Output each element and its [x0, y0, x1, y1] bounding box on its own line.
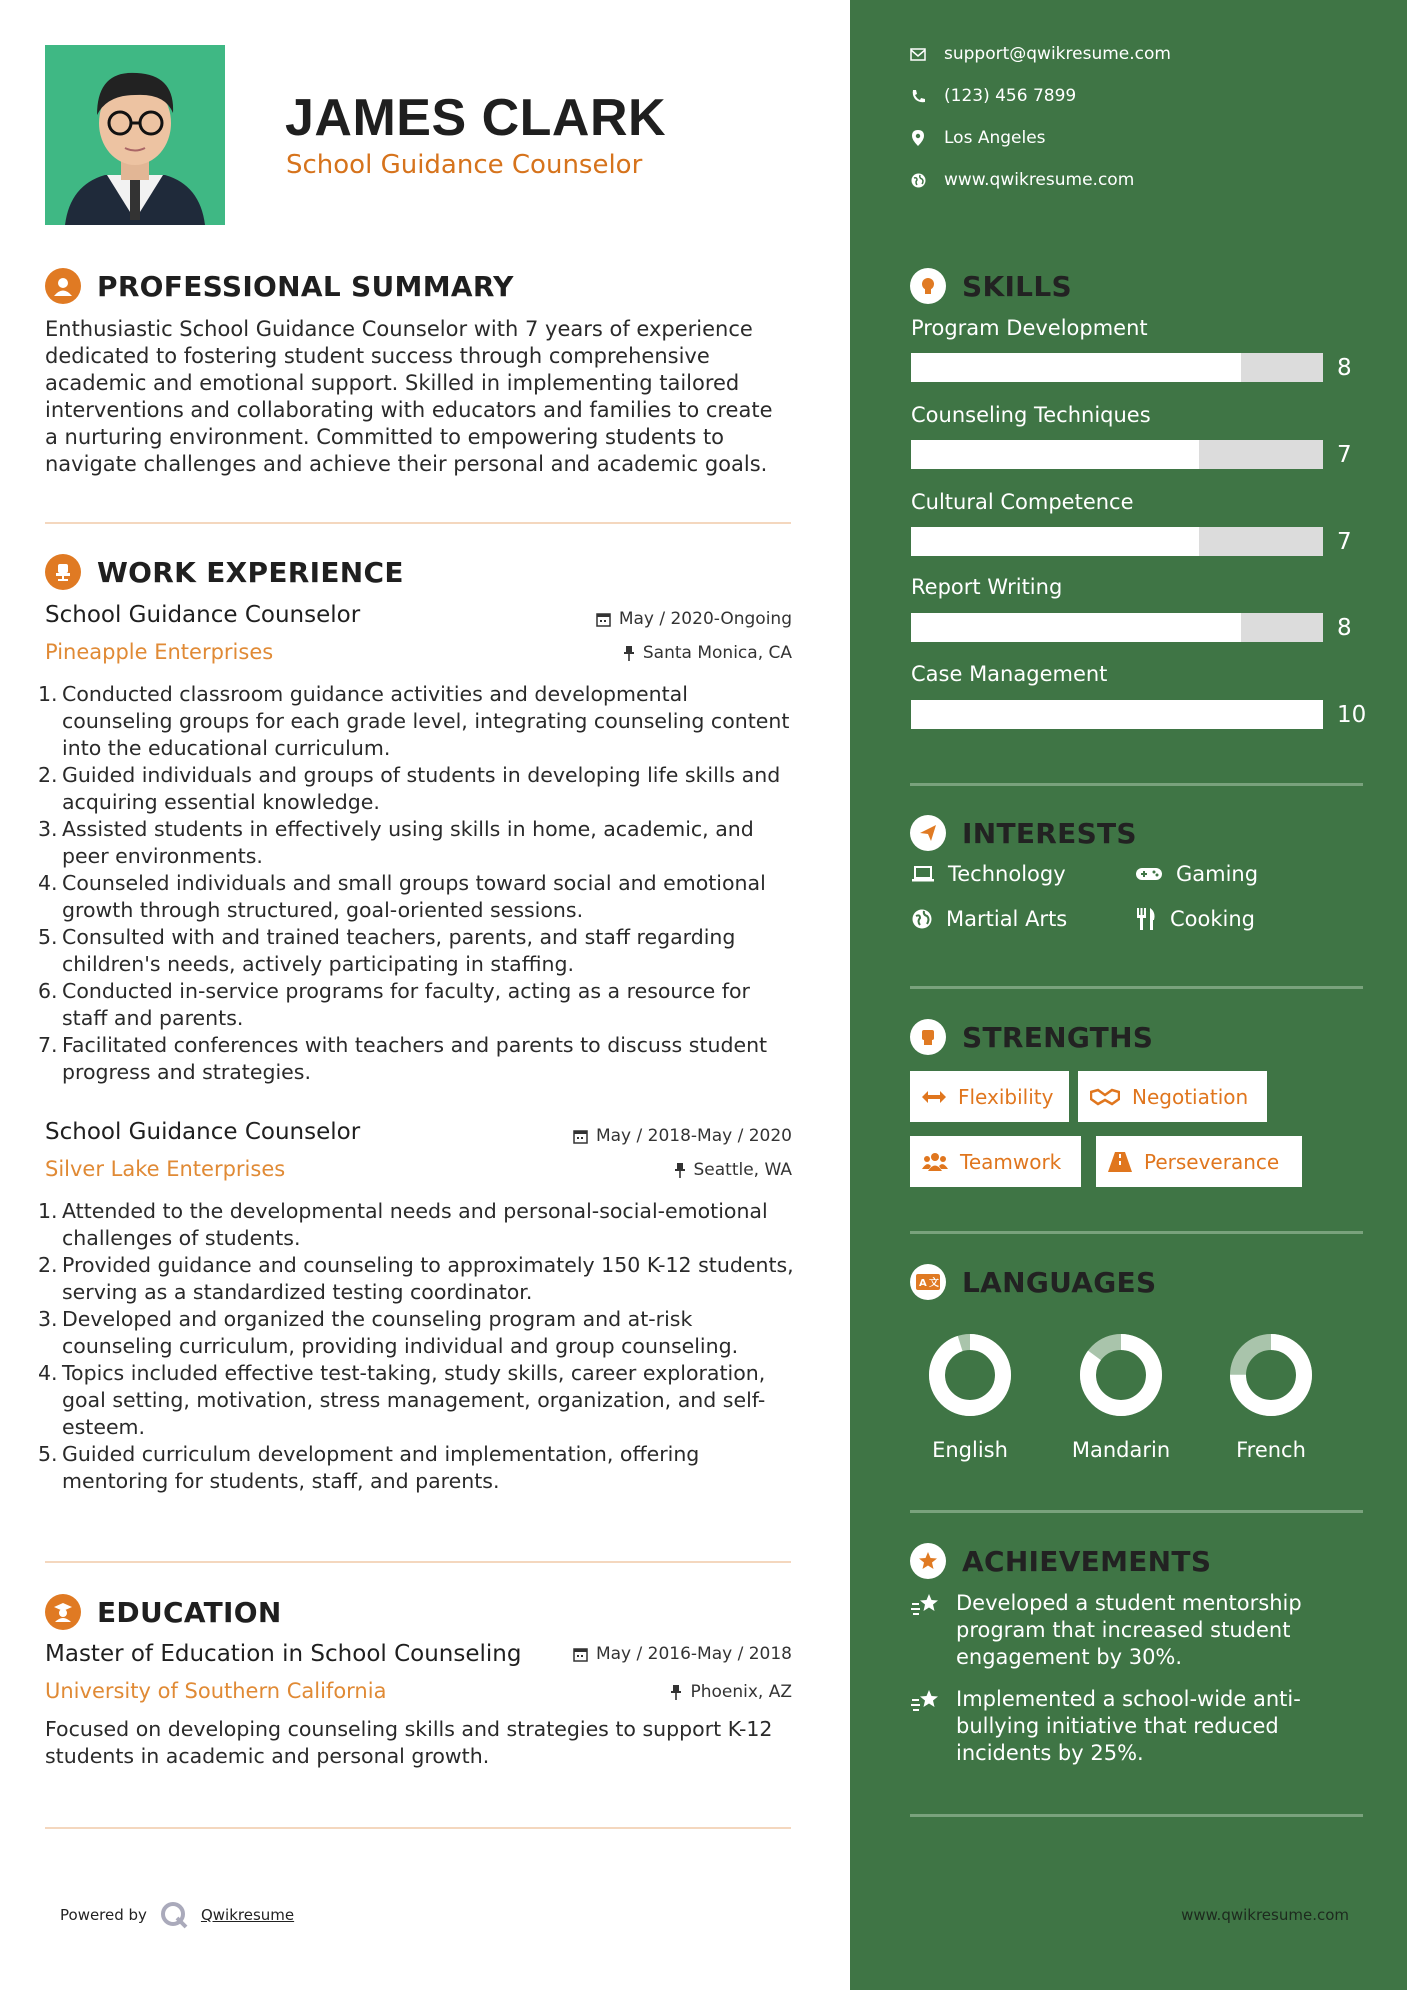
skill-value: 7	[1337, 442, 1352, 468]
interest-label: Technology	[948, 862, 1066, 886]
svg-text:文: 文	[929, 1278, 939, 1289]
list-item: 3. Assisted students in effectively using skills in home, academic, and peer environments.	[38, 817, 754, 868]
achievement-item	[910, 1590, 1340, 1671]
job-location-text: Seattle, WA	[693, 1160, 792, 1180]
translate-icon	[910, 1264, 946, 1300]
lightbulb-icon	[910, 268, 946, 304]
section-title: STRENGTHS	[962, 1020, 1154, 1054]
divider	[45, 1827, 791, 1829]
profile-photo	[45, 45, 225, 225]
skill-bar	[911, 527, 1323, 556]
arrows-horizontal-icon	[922, 1091, 946, 1103]
section-title: LANGUAGES	[962, 1265, 1157, 1299]
job-location-text: Santa Monica, CA	[642, 643, 792, 663]
skill-bar-fill	[911, 527, 1199, 556]
skill-value: 10	[1337, 702, 1367, 728]
list-item: 1. Conducted classroom guidance activities and developmental counseling groups for each grade level, integrating counseling content into the educational curriculum.	[38, 682, 790, 760]
education-dates	[573, 1644, 792, 1664]
shooting-star-icon	[910, 1590, 942, 1622]
job-dates	[596, 609, 792, 629]
achievement-text: Developed a student mentorship program that increased student engagement by 30%.	[956, 1591, 1302, 1669]
interest-item	[912, 907, 1067, 931]
utensils-icon	[1136, 908, 1156, 930]
list-item: 4. Counseled individuals and small groups toward social and emotional growth through structured, goal-oriented sessions.	[38, 871, 766, 922]
qwikresume-link[interactable]: Qwikresume	[200, 1906, 295, 1924]
strength-chip	[910, 1071, 1069, 1122]
language-item	[1046, 1330, 1196, 1462]
list-item: 1. Attended to the developmental needs and personal-social-emotional challenges of students.	[38, 1199, 768, 1250]
pin-icon	[670, 1685, 682, 1700]
candidate-title: School Guidance Counselor	[286, 150, 643, 180]
road-icon	[1108, 1152, 1132, 1172]
globe-icon	[910, 172, 926, 188]
job-duties	[38, 1198, 798, 1495]
contact-website[interactable]	[910, 170, 1134, 190]
divider	[45, 1561, 791, 1563]
interest-item	[1136, 907, 1255, 931]
footer-url[interactable]: www.qwikresume.com	[1181, 1906, 1349, 1924]
candidate-name: JAMES CLARK	[285, 89, 667, 147]
powered-by-text: Powered by	[60, 1906, 147, 1924]
school-name: University of Southern California	[45, 1679, 387, 1703]
powered-by	[60, 1900, 294, 1930]
skill-label: Case Management	[911, 662, 1108, 686]
graduate-icon	[45, 1594, 81, 1630]
interest-item	[912, 862, 1066, 886]
job-location	[623, 643, 792, 663]
education-location-text: Phoenix, AZ	[690, 1682, 792, 1702]
language-ring-fill	[937, 1342, 1003, 1408]
interest-label: Gaming	[1176, 862, 1259, 886]
language-ring	[1076, 1330, 1166, 1420]
list-item: 2. Guided individuals and groups of students in developing life skills and acquiring essential knowledge.	[38, 763, 781, 814]
achievements-header	[910, 1543, 1211, 1579]
divider	[910, 1231, 1363, 1234]
job-location	[674, 1160, 793, 1180]
shooting-star-icon	[910, 1686, 942, 1718]
strength-label: Negotiation	[1132, 1084, 1249, 1109]
star-icon	[910, 1543, 946, 1579]
skill-bar	[911, 440, 1323, 469]
list-item: 7. Facilitated conferences with teachers and parents to discuss student progress and strategies.	[38, 1033, 768, 1084]
contact-phone[interactable]	[910, 86, 1076, 106]
education-header	[45, 1594, 282, 1630]
job-duties	[38, 681, 798, 1086]
envelope-icon	[910, 46, 926, 62]
contact-website-text: www.qwikresume.com	[944, 170, 1135, 190]
skill-value: 8	[1337, 355, 1352, 381]
languages-header	[910, 1264, 1156, 1300]
interests-header	[910, 815, 1137, 851]
divider	[910, 1510, 1363, 1513]
interest-label: Cooking	[1170, 907, 1255, 931]
interest-item	[1136, 862, 1258, 886]
section-title: EDUCATION	[97, 1595, 282, 1629]
language-item	[1196, 1330, 1346, 1462]
skill-bar-fill	[911, 440, 1199, 469]
list-item: 3. Developed and organized the counseling program and at-risk counseling curriculum, providing individual and group counseling.	[38, 1307, 739, 1358]
skill-bar-fill	[911, 613, 1241, 642]
strength-chip	[1078, 1071, 1267, 1122]
gamepad-icon	[1136, 866, 1162, 882]
education-description: Focused on developing counseling skills and strategies to support K-12 students in academic and personal growth.	[45, 1717, 773, 1768]
laptop-icon	[912, 866, 934, 882]
strength-chip	[1096, 1136, 1302, 1187]
company-name: Silver Lake Enterprises	[45, 1157, 286, 1181]
company-name: Pineapple Enterprises	[45, 640, 274, 664]
language-label: Mandarin	[1071, 1438, 1171, 1462]
summary-text: Enthusiastic School Guidance Counselor with 7 years of experience dedicated to fostering student success through comprehensive academic and emotional support. Skilled in implementing tailored interventions and collaborating with educators and families to create a nurturing environment. Committed to empowering students to navigate challenges and achieve their personal and academic goals.	[45, 317, 773, 476]
strength-label: Perseverance	[1144, 1149, 1280, 1174]
section-title: PROFESSIONAL SUMMARY	[97, 269, 514, 303]
language-ring	[1226, 1330, 1316, 1420]
calendar-icon	[573, 1647, 588, 1662]
experience-header	[45, 554, 404, 590]
qwikresume-logo-icon	[159, 1900, 189, 1930]
section-title: INTERESTS	[962, 816, 1137, 850]
users-icon	[922, 1152, 948, 1172]
svg-text:A: A	[919, 1278, 927, 1289]
calendar-icon	[573, 1129, 588, 1144]
strengths-header	[910, 1019, 1153, 1055]
skill-bar	[911, 700, 1323, 729]
strength-chip	[910, 1136, 1081, 1187]
skill-label: Cultural Competence	[911, 490, 1134, 514]
list-item: 5. Guided curriculum development and implementation, offering mentoring for students, staff, and parents.	[38, 1442, 700, 1493]
language-label: English	[932, 1438, 1008, 1462]
language-item	[895, 1330, 1045, 1462]
contact-email-text: support@qwikresume.com	[944, 44, 1171, 64]
handshake-icon	[1090, 1088, 1120, 1106]
paper-plane-icon	[910, 815, 946, 851]
section-title: WORK EXPERIENCE	[97, 555, 404, 589]
contact-phone-text: (123) 456 7899	[944, 86, 1077, 106]
skill-bar-fill	[911, 700, 1323, 729]
language-label: French	[1236, 1438, 1306, 1462]
skill-bar	[911, 353, 1323, 382]
list-item: 2. Provided guidance and counseling to approximately 150 K-12 students, serving as a standardized testing coordinator.	[38, 1253, 794, 1304]
contact-location-text: Los Angeles	[944, 128, 1046, 148]
education-dates-text: May / 2016-May / 2018	[595, 1644, 792, 1664]
divider	[910, 783, 1363, 786]
fist-icon	[910, 1019, 946, 1055]
skill-label: Report Writing	[911, 575, 1063, 599]
strength-label: Teamwork	[960, 1149, 1062, 1174]
divider	[910, 986, 1363, 989]
job-dates-text: May / 2020-Ongoing	[618, 609, 792, 629]
job-title: School Guidance Counselor	[45, 1119, 361, 1145]
pin-icon	[623, 646, 635, 661]
summary-header	[45, 268, 514, 304]
skill-label: Program Development	[911, 316, 1148, 340]
list-item: 4. Topics included effective test-taking, study skills, career exploration, goal setting, motivation, stress management, organization, and self-esteem.	[38, 1361, 766, 1439]
skills-header	[910, 268, 1072, 304]
skill-bar	[911, 613, 1323, 642]
divider	[910, 1814, 1363, 1817]
chair-icon	[45, 554, 81, 590]
divider	[45, 522, 791, 524]
job-title: School Guidance Counselor	[45, 602, 361, 628]
pin-icon	[674, 1163, 686, 1178]
contact-email[interactable]	[910, 44, 1171, 64]
section-title: ACHIEVEMENTS	[962, 1544, 1212, 1578]
section-title: SKILLS	[962, 269, 1072, 303]
job-dates	[573, 1126, 792, 1146]
skill-bar-fill	[911, 353, 1241, 382]
phone-icon	[910, 88, 926, 104]
calendar-icon	[596, 612, 611, 627]
list-item: 6. Conducted in-service programs for faculty, acting as a resource for staff and parents.	[38, 979, 750, 1030]
list-item: 5. Consulted with and trained teachers, parents, and staff regarding children's needs, actively participating in staffing.	[38, 925, 736, 976]
degree-title: Master of Education in School Counseling	[45, 1641, 522, 1667]
interest-label: Martial Arts	[946, 907, 1068, 931]
language-ring	[925, 1330, 1015, 1420]
strength-label: Flexibility	[958, 1084, 1054, 1109]
job-dates-text: May / 2018-May / 2020	[595, 1126, 792, 1146]
user-icon	[45, 268, 81, 304]
contact-location	[910, 128, 1046, 148]
achievement-item	[910, 1686, 1340, 1767]
achievement-text: Implemented a school-wide anti-bullying initiative that reduced incidents by 25%.	[956, 1687, 1301, 1765]
skill-value: 8	[1337, 615, 1352, 641]
skill-label: Counseling Techniques	[911, 403, 1151, 427]
map-marker-icon	[910, 130, 926, 146]
education-location	[670, 1682, 792, 1702]
skill-value: 7	[1337, 529, 1352, 555]
globe-icon	[912, 909, 932, 929]
